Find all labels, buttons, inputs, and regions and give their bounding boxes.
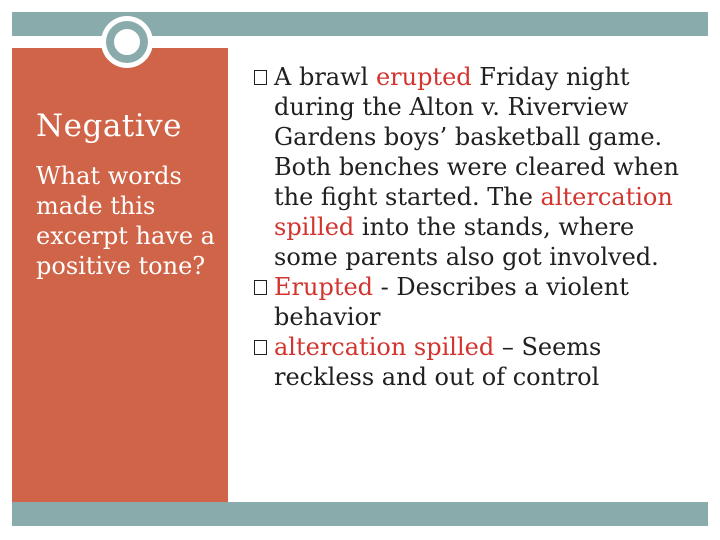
bullet-text: - Describes a violent behavior	[274, 273, 629, 331]
bullet-text: into the stands, where some parents also got involved.	[274, 213, 659, 271]
bullet-item	[254, 332, 694, 392]
bottom-accent-band	[12, 502, 708, 526]
highlighted-word: altercation spilled	[274, 183, 673, 241]
circle-ring-icon	[101, 16, 153, 68]
square-bullet-icon	[254, 340, 267, 355]
bullet-text: Friday night during the Alton v. Riverview Gardens boys’ basketball game. Both benches were cleared when the fight started. The	[274, 63, 679, 211]
highlighted-word: erupted	[375, 63, 472, 91]
side-question-text: What words made this excerpt have a positive tone?	[36, 162, 215, 280]
bullet-text: – Seems reckless and out of control	[274, 333, 602, 391]
square-bullet-icon	[254, 70, 267, 85]
bullet-list	[254, 62, 694, 392]
highlighted-word: altercation spilled	[274, 333, 495, 361]
bullet-item	[254, 272, 694, 332]
bullet-item	[254, 62, 694, 272]
bullet-text: A brawl	[274, 63, 376, 91]
square-bullet-icon	[254, 280, 267, 295]
highlighted-word: Erupted	[274, 273, 374, 301]
slide-title: Negative	[36, 108, 183, 144]
